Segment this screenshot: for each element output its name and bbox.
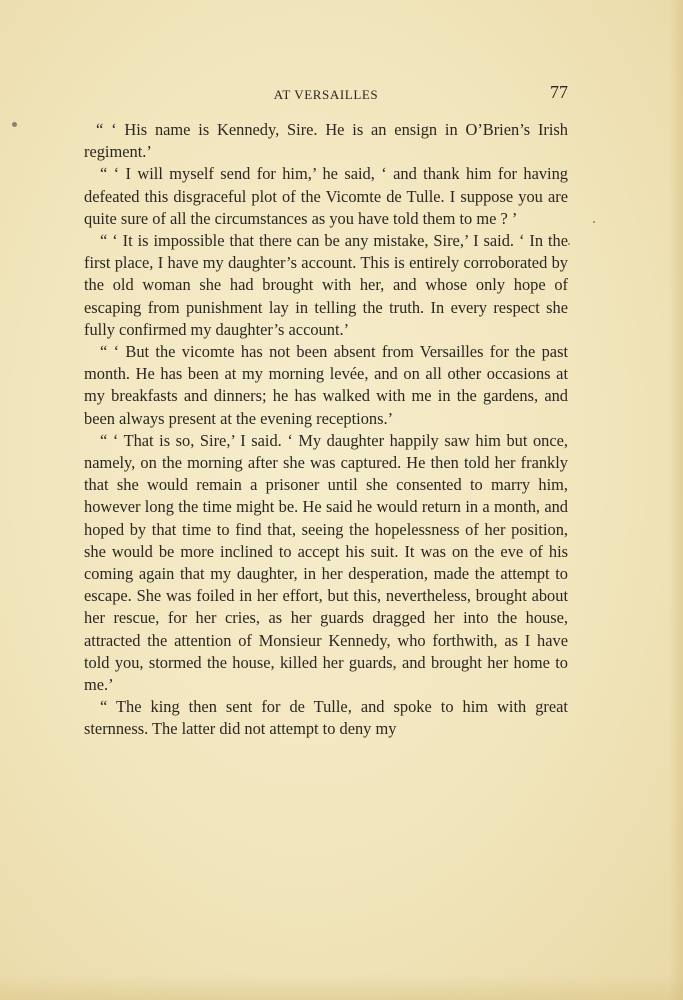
paper-speck: [568, 243, 570, 245]
running-head: AT VERSAILLES: [273, 87, 379, 102]
paragraph: “ ‘ It is impossible that there can be any mistake, Sire,’ I said. ‘ In the first place, I have my daughter’s account. This is entirely corroborated by the old woman she had brought with her, and whose only hope of escaping from punishment lay in telling the truth. In every respect she fully confirmed my daughter’s account.’: [84, 231, 568, 339]
paragraph: “ ‘ But the vicomte has not been absent from Versailles for the past month. He has been at my morning levée, and on all other occasions at my breakfasts and dinners; he has walked with me in the gardens, and been always present at the evening receptions.’: [84, 342, 568, 428]
paragraph: “ ‘ I will myself send for him,’ he said, ‘ and thank him for having defeated this disgraceful plot of the Vicomte de Tulle. I suppose you are quite sure of all the circumstances as you have told them to me ? ’: [84, 164, 568, 228]
paragraph: “ ‘ His name is Kennedy, Sire. He is an ensign in O’Brien’s Irish regiment.’: [84, 120, 568, 162]
paper-speck: [593, 221, 595, 223]
paper-speck: [12, 122, 17, 127]
page-bottom-shading: [0, 974, 683, 1000]
page-number: 77: [550, 82, 568, 102]
paragraph: “ The king then sent for de Tulle, and spoke to him with great sternness. The latter did not attempt to deny my: [84, 697, 568, 739]
paragraph: “ ‘ That is so, Sire,’ I said. ‘ My daughter happily saw him but once, namely, on the morning after she was captured. He then told her frankly that she would remain a prisoner until she consented to marry him, however long the time might be. He said he would return in a month, and hoped by that time to find that, seeing the hopelessness of her position, she would be more inclined to accept his suit. It was on the eve of his coming again that my daughter, in her desperation, made the attempt to escape. She was foiled in her effort, but this, nevertheless, brought about her rescue, for her cries, as her guards dragged her into the house, attracted the attention of Monsieur Kennedy, who forthwith, as I have told you, stormed the house, killed her guards, and brought her home to me.’: [84, 430, 568, 695]
page-header: [84, 82, 568, 106]
page-edge-shading: [669, 0, 683, 1000]
body-text: [84, 119, 568, 741]
